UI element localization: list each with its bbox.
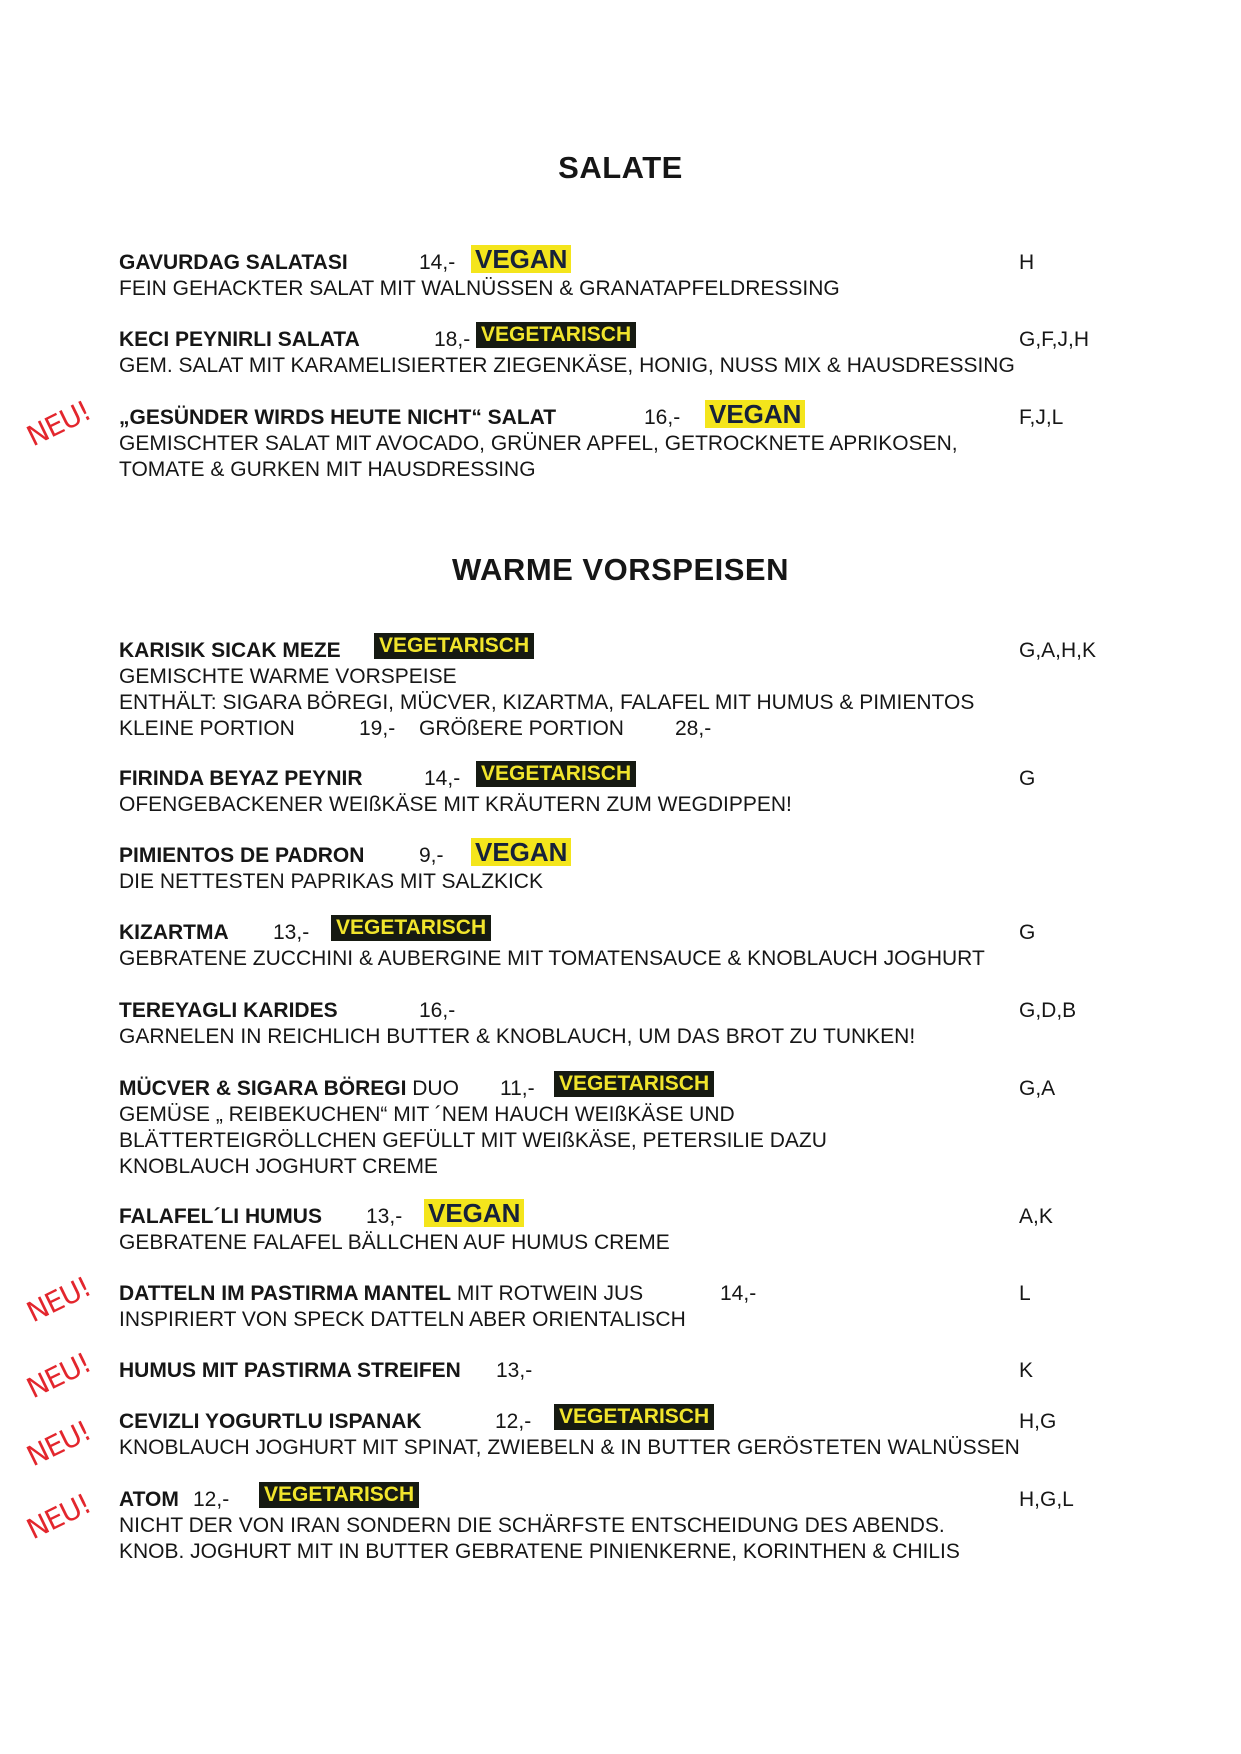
menu-item — [119, 837, 1119, 895]
menu-item — [119, 1072, 1119, 1180]
allergen-codes: G,F,J,H — [1019, 328, 1090, 351]
item-description: TOMATE & GURKEN MIT HAUSDRESSING — [119, 458, 536, 481]
menu-item — [119, 399, 1119, 483]
portion-small-price: 19,- — [359, 717, 396, 740]
item-name: CEVIZLI YOGURTLU ISPANAK — [119, 1410, 422, 1433]
menu-item — [119, 323, 1119, 379]
item-name-suffix: DUO — [406, 1077, 459, 1100]
vegetarisch-badge: VEGETARISCH — [259, 1482, 419, 1508]
vegetarisch-badge: VEGETARISCH — [554, 1071, 714, 1097]
item-description: KNOBLAUCH JOGHURT MIT SPINAT, ZWIEBELN & IN BUTTER GERÖSTETEN WALNÜSSEN — [119, 1436, 1020, 1459]
item-name: KARISIK SICAK MEZE — [119, 639, 341, 662]
allergen-codes: H,G,L — [1019, 1488, 1074, 1511]
menu-item — [119, 998, 1119, 1050]
menu-item — [119, 634, 1119, 742]
menu-item — [119, 1405, 1119, 1461]
item-description: BLÄTTERTEIGRÖLLCHEN GEFÜLLT MIT WEIßKÄSE, PETERSILIE DAZU — [119, 1129, 827, 1152]
item-price: 12,- — [495, 1410, 532, 1433]
allergen-codes: F,J,L — [1019, 406, 1064, 429]
item-price: 14,- — [419, 251, 456, 274]
item-name: KECI PEYNIRLI SALATA — [119, 328, 360, 351]
allergen-codes: G,A — [1019, 1077, 1056, 1100]
allergen-codes: H,G — [1019, 1410, 1057, 1433]
allergen-codes: K — [1019, 1359, 1034, 1382]
item-description: GARNELEN IN REICHLICH BUTTER & KNOBLAUCH, UM DAS BROT ZU TUNKEN! — [119, 1025, 916, 1048]
item-description: GEBRATENE FALAFEL BÄLLCHEN AUF HUMUS CREME — [119, 1231, 670, 1254]
allergen-codes: H — [1019, 251, 1035, 274]
vegan-badge: VEGAN — [705, 400, 805, 428]
item-price: 9,- — [419, 844, 444, 867]
item-name: TEREYAGLI KARIDES — [119, 999, 338, 1022]
item-description: GEM. SALAT MIT KARAMELISIERTER ZIEGENKÄSE, HONIG, NUSS MIX & HAUSDRESSING — [119, 354, 1015, 377]
item-description: NICHT DER VON IRAN SONDERN DIE SCHÄRFSTE ENTSCHEIDUNG DES ABENDS. — [119, 1514, 945, 1537]
item-price: 11,- — [500, 1077, 535, 1100]
allergen-codes: G,D,B — [1019, 999, 1077, 1022]
vegetarisch-badge: VEGETARISCH — [476, 322, 636, 348]
item-name: DATTELN IM PASTIRMA MANTEL — [119, 1282, 452, 1305]
portion-large-label: GRÖßERE PORTION — [419, 717, 624, 740]
item-name: PIMIENTOS DE PADRON — [119, 844, 365, 867]
item-price: 12,- — [193, 1488, 230, 1511]
item-name-suffix: MIT ROTWEIN JUS — [451, 1282, 644, 1305]
item-price: 13,- — [366, 1205, 403, 1228]
item-name: FIRINDA BEYAZ PEYNIR — [119, 767, 363, 790]
item-description: OFENGEBACKENER WEIßKÄSE MIT KRÄUTERN ZUM WEGDIPPEN! — [119, 793, 792, 816]
item-name: ATOM — [119, 1488, 179, 1511]
allergen-codes: L — [1019, 1282, 1031, 1305]
allergen-codes: G — [1019, 921, 1036, 944]
vegan-badge: VEGAN — [424, 1199, 524, 1227]
portion-small-label: KLEINE PORTION — [119, 717, 295, 740]
item-description: GEMISCHTE WARME VORSPEISE — [119, 665, 457, 688]
vegan-badge: VEGAN — [471, 245, 571, 273]
allergen-codes: G — [1019, 767, 1036, 790]
portion-options — [119, 716, 1119, 742]
menu-item — [119, 244, 1119, 302]
item-price: 16,- — [644, 406, 681, 429]
menu-item — [119, 916, 1119, 972]
item-description: GEBRATENE ZUCCHINI & AUBERGINE MIT TOMATENSAUCE & KNOBLAUCH JOGHURT — [119, 947, 985, 970]
allergen-codes: A,K — [1019, 1205, 1053, 1228]
menu-item — [119, 1483, 1119, 1565]
item-price: 16,- — [419, 999, 456, 1022]
item-price: 18,- — [434, 328, 471, 351]
item-price: 13,- — [273, 921, 310, 944]
vegetarisch-badge: VEGETARISCH — [476, 761, 636, 787]
neu-label: NEU! — [21, 394, 96, 453]
menu-item — [119, 1198, 1119, 1256]
item-description: DIE NETTESTEN PAPRIKAS MIT SALZKICK — [119, 870, 543, 893]
item-name: MÜCVER & SIGARA BÖREGI — [119, 1077, 407, 1100]
menu-item — [119, 1281, 1119, 1333]
portion-large-price: 28,- — [675, 717, 712, 740]
vegetarisch-badge: VEGETARISCH — [331, 915, 491, 941]
item-description: INSPIRIERT VON SPECK DATTELN ABER ORIENTALISCH — [119, 1308, 686, 1331]
item-description: KNOB. JOGHURT MIT IN BUTTER GEBRATENE PINIENKERNE, KORINTHEN & CHILIS — [119, 1540, 960, 1563]
neu-label: NEU! — [21, 1414, 96, 1473]
item-name: GAVURDAG SALATASI — [119, 251, 348, 274]
item-price: 13,- — [496, 1359, 533, 1382]
neu-label: NEU! — [21, 1346, 96, 1405]
neu-label: NEU! — [21, 1270, 96, 1329]
vegan-badge: VEGAN — [471, 838, 571, 866]
item-name: „GESÜNDER WIRDS HEUTE NICHT“ SALAT — [119, 406, 557, 429]
item-name: FALAFEL´LI HUMUS — [119, 1205, 322, 1228]
allergen-codes: G,A,H,K — [1019, 639, 1097, 662]
section-title-salate: SALATE — [558, 150, 683, 185]
vegetarisch-badge: VEGETARISCH — [374, 633, 534, 659]
item-price: 14,- — [424, 767, 461, 790]
menu-item — [119, 1358, 1119, 1384]
menu-item — [119, 762, 1119, 818]
item-description: KNOBLAUCH JOGHURT CREME — [119, 1155, 438, 1178]
item-description: FEIN GEHACKTER SALAT MIT WALNÜSSEN & GRANATAPFELDRESSING — [119, 277, 840, 300]
neu-label: NEU! — [21, 1487, 96, 1546]
section-title-warme-vorspeisen: WARME VORSPEISEN — [452, 552, 789, 587]
vegetarisch-badge: VEGETARISCH — [554, 1404, 714, 1430]
item-price: 14,- — [720, 1282, 757, 1305]
item-description: ENTHÄLT: SIGARA BÖREGI, MÜCVER, KIZARTMA, FALAFEL MIT HUMUS & PIMIENTOS — [119, 691, 975, 714]
item-name: HUMUS MIT PASTIRMA STREIFEN — [119, 1359, 461, 1382]
item-description: GEMISCHTER SALAT MIT AVOCADO, GRÜNER APFEL, GETROCKNETE APRIKOSEN, — [119, 432, 958, 455]
item-description: GEMÜSE „ REIBEKUCHEN“ MIT ´NEM HAUCH WEIßKÄSE UND — [119, 1103, 735, 1126]
item-name: KIZARTMA — [119, 921, 229, 944]
